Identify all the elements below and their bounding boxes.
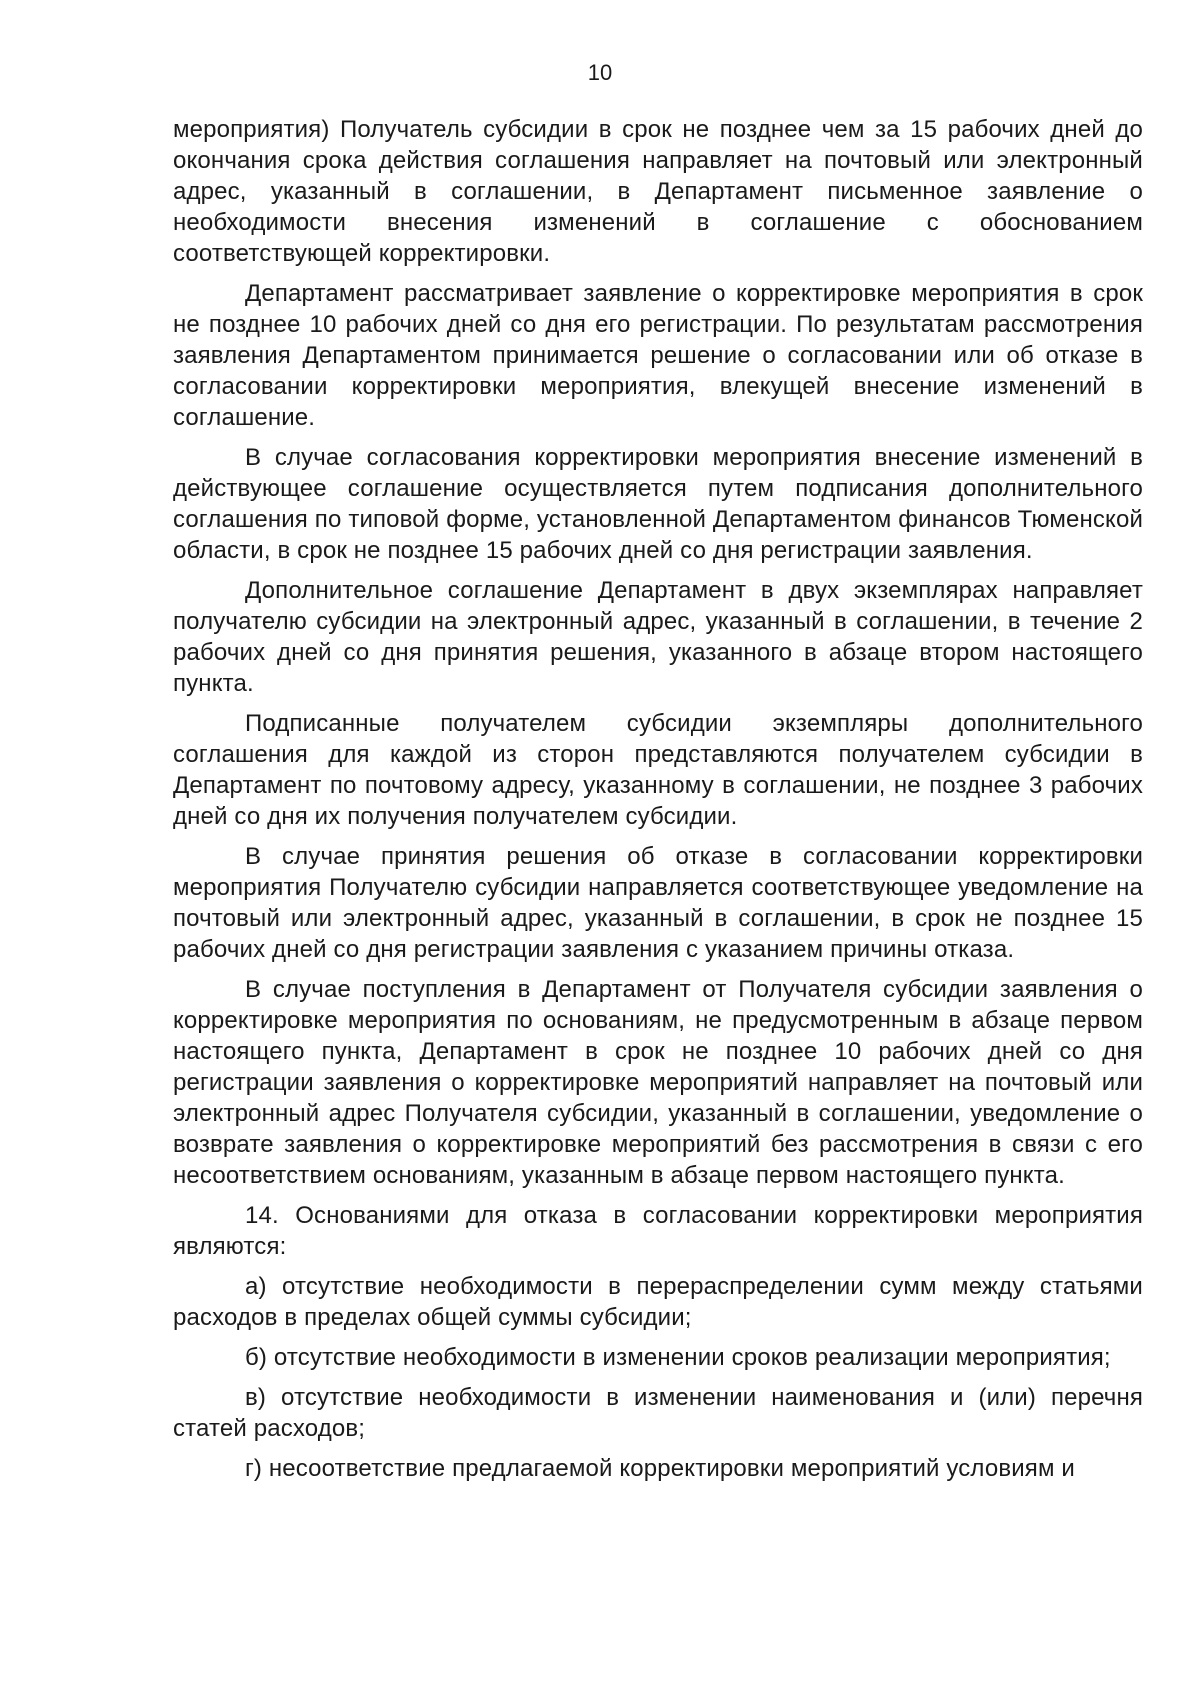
paragraph-signed-copies: Подписанные получателем субсидии экземпляры дополнительного соглашения для каждой из сторон представляются получателем субсидии в Департамент по почтовому адресу, указанному в соглашении, не позднее 3 рабочих дней со дня их получения получателем субсидии.: [173, 710, 1143, 830]
paragraph-return-application: В случае поступления в Департамент от Получателя субсидии заявления о корректировке мероприятия по основаниям, не предусмотренным в абзаце первом настоящего пункта, Департамент в срок не позднее 10 рабочих дней со дня регистрации заявления о корректировке мероприятий направляет на почтовый или электронный адрес Получателя субсидии, указанный в соглашении, уведомление о возврате заявления о корректировке мероприятий без рассмотрения в связи с его несоответствием основаниям, указанным в абзаце первом настоящего пункта.: [173, 976, 1143, 1189]
paragraph-item-14: 14. Основаниями для отказа в согласовании корректировки мероприятия являются:: [173, 1202, 1143, 1260]
list-item-a: а) отсутствие необходимости в перераспределении сумм между статьями расходов в пределах общей суммы субсидии;: [173, 1273, 1143, 1331]
paragraph-continuation: мероприятия) Получатель субсидии в срок не позднее чем за 15 рабочих дней до окончания срока действия соглашения направляет на почтовый или электронный адрес, указанный в соглашении, в Департамент письменное заявление о необходимости внесения изменений в соглашение с обоснованием соответствующей корректировки.: [173, 116, 1143, 267]
paragraph-refusal-notice: В случае принятия решения об отказе в согласовании корректировки мероприятия Получателю субсидии направляется соответствующее уведомление на почтовый или электронный адрес, указанный в соглашении, в срок не позднее 15 рабочих дней со дня регистрации заявления с указанием причины отказа.: [173, 843, 1143, 963]
list-item-g: г) несоответствие предлагаемой корректировки мероприятий условиям и: [245, 1455, 1075, 1482]
document-body: [173, 114, 1143, 1493]
paragraph-additional-agreement: Дополнительное соглашение Департамент в двух экземплярах направляет получателю субсидии на электронный адрес, указанный в соглашении, в течение 2 рабочих дней со дня принятия решения, указанного в абзаце втором настоящего пункта.: [173, 577, 1143, 697]
list-item-b: б) отсутствие необходимости в изменении сроков реализации мероприятия;: [245, 1344, 1111, 1371]
list-item-v: в) отсутствие необходимости в изменении наименования и (или) перечня статей расходов;: [173, 1384, 1143, 1442]
page-number: 10: [587, 60, 613, 85]
paragraph-review-term: Департамент рассматривает заявление о корректировке мероприятия в срок не позднее 10 рабочих дней со дня его регистрации. По результатам рассмотрения заявления Департаментом принимается решение о согласовании или об отказе в согласовании корректировки мероприятия, влекущей внесение изменений в соглашение.: [173, 280, 1143, 431]
paragraph-approval-amendment: В случае согласования корректировки мероприятия внесение изменений в действующее соглашение осуществляется путем подписания дополнительного соглашения по типовой форме, установленной Департаментом финансов Тюменской области, в срок не позднее 15 рабочих дней со дня регистрации заявления.: [173, 444, 1143, 564]
